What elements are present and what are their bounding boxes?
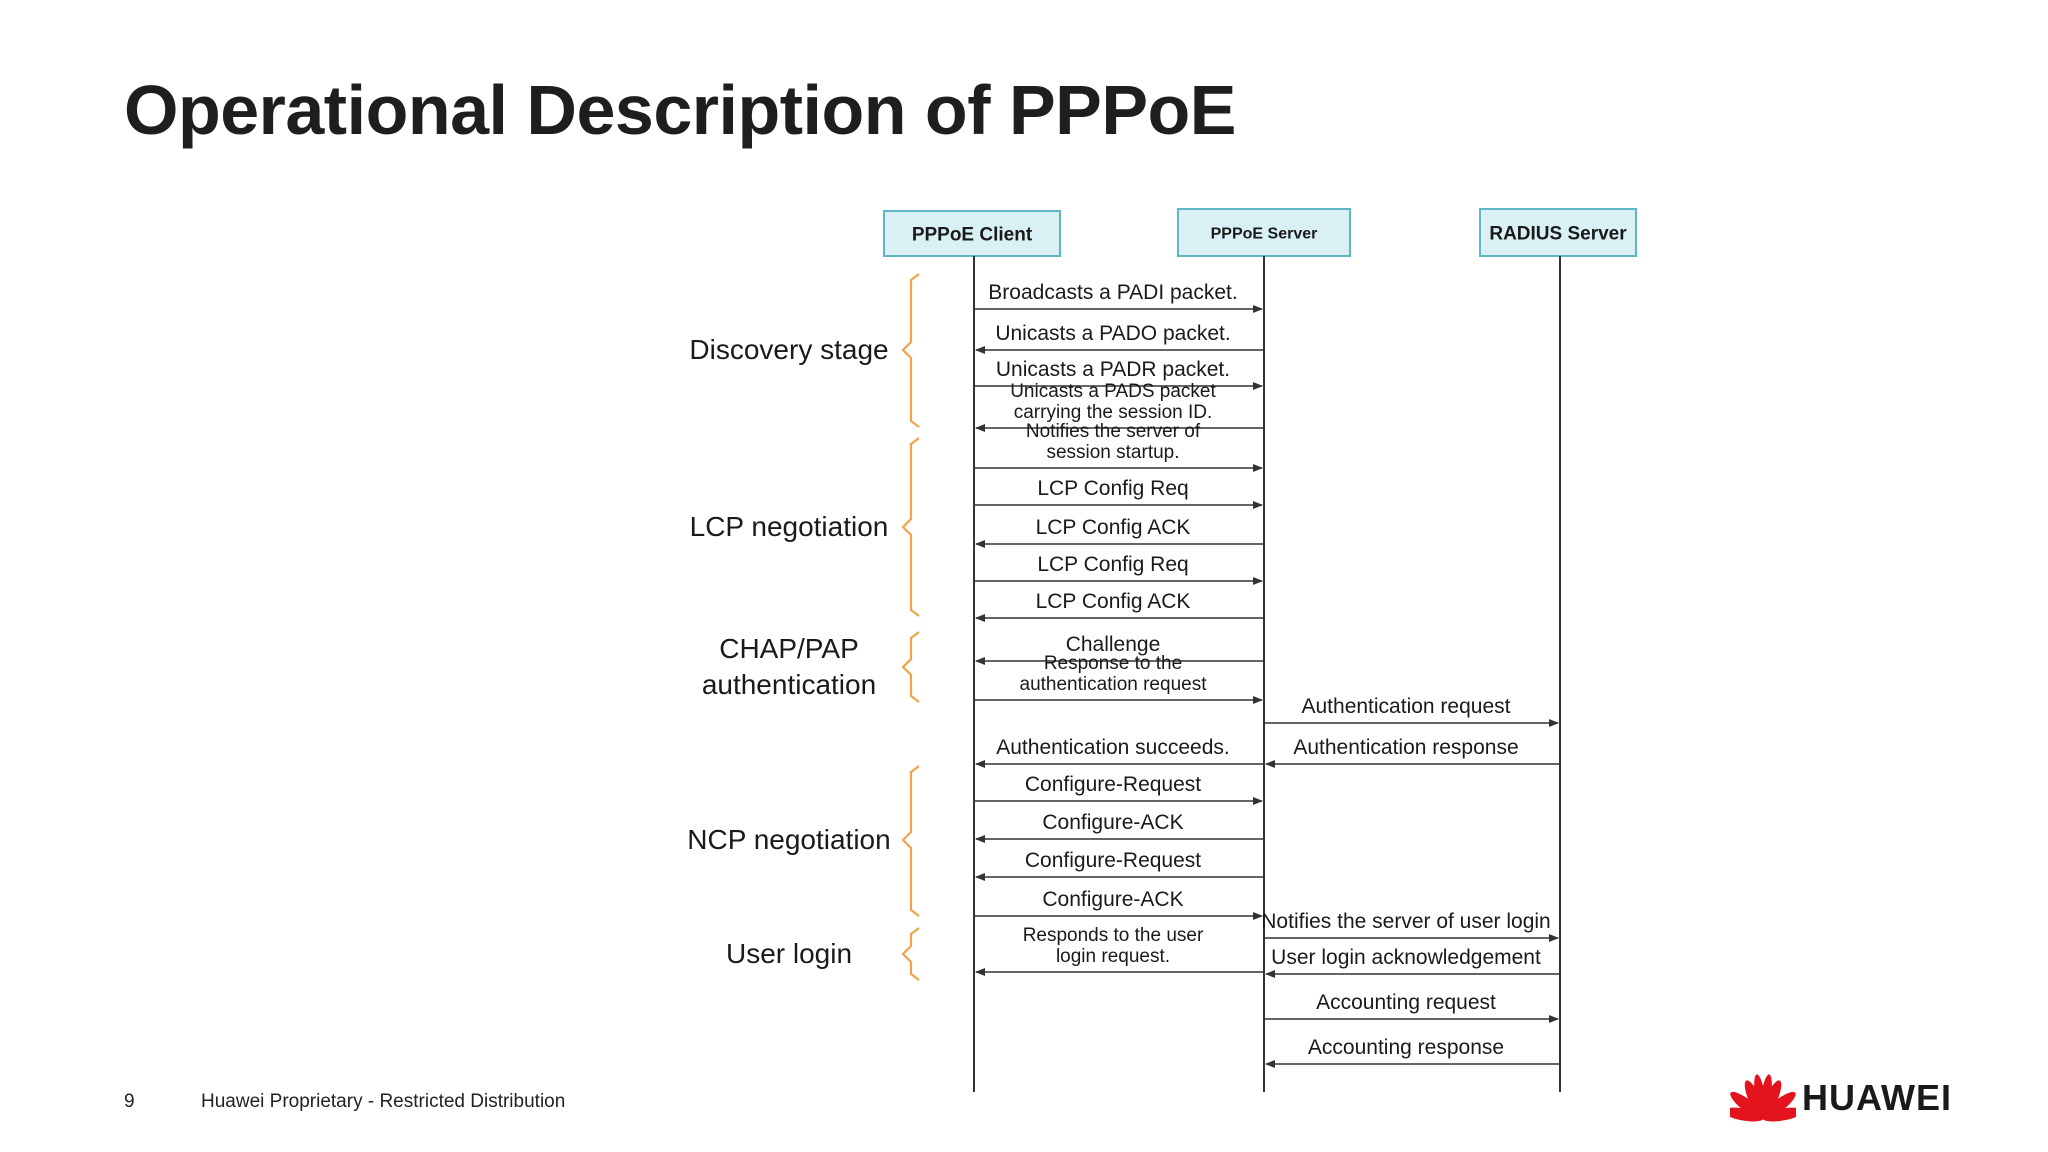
stage-bracket bbox=[903, 438, 919, 616]
message-label: Configure-ACK bbox=[1042, 888, 1184, 911]
message-label: authentication request bbox=[1019, 674, 1207, 695]
message-label: Configure-Request bbox=[1024, 849, 1202, 872]
stage-label: CHAP/PAP bbox=[719, 633, 859, 664]
message-label: Configure-ACK bbox=[1042, 811, 1184, 834]
message-label: session startup. bbox=[1046, 442, 1180, 463]
brand-wordmark: HUAWEI bbox=[1802, 1077, 1952, 1118]
huawei-logo bbox=[1730, 1070, 1960, 1126]
actor-label-server: PPPoE Server bbox=[1210, 225, 1318, 243]
message-label: Broadcasts a PADI packet. bbox=[988, 281, 1238, 304]
message-label: Authentication succeeds. bbox=[996, 736, 1230, 759]
message-label: LCP Config Req bbox=[1037, 477, 1189, 500]
message-label: Accounting response bbox=[1307, 1036, 1505, 1059]
message-label: Unicasts a PADS packet bbox=[1010, 381, 1216, 402]
stage-bracket bbox=[903, 766, 919, 916]
actor-label-client: PPPoE Client bbox=[911, 224, 1033, 246]
footer-text: Huawei Proprietary - Restricted Distribution bbox=[201, 1091, 566, 1112]
stage-label: Discovery stage bbox=[689, 334, 889, 365]
message-label: Notifies the server of bbox=[1025, 421, 1201, 442]
stage-label: LCP negotiation bbox=[689, 511, 889, 542]
stage-label: User login bbox=[725, 938, 853, 969]
message-label: Accounting request bbox=[1316, 991, 1496, 1014]
message-label: Unicasts a PADO packet. bbox=[995, 322, 1231, 345]
message-label: LCP Config Req bbox=[1037, 553, 1189, 576]
message-label: login request. bbox=[1055, 946, 1171, 967]
message-label: LCP Config ACK bbox=[1035, 590, 1191, 613]
actor-label-radius: RADIUS Server bbox=[1489, 223, 1627, 245]
page-title: Operational Description of PPPoE bbox=[124, 71, 1236, 149]
message-label: Authentication response bbox=[1293, 736, 1519, 759]
message-label: Unicasts a PADR packet. bbox=[995, 358, 1231, 381]
message-label: Response to the bbox=[1043, 653, 1183, 674]
page-number: 9 bbox=[124, 1091, 135, 1112]
stage-bracket bbox=[903, 632, 919, 702]
message-label: Challenge bbox=[1065, 633, 1161, 656]
message-label: carrying the session ID. bbox=[1013, 402, 1213, 423]
stage-label: authentication bbox=[701, 669, 877, 700]
message-label: LCP Config ACK bbox=[1035, 516, 1191, 539]
stage-label: NCP negotiation bbox=[687, 824, 891, 855]
message-label: Authentication request bbox=[1301, 695, 1511, 718]
stage-bracket bbox=[903, 928, 919, 980]
huawei-flower-icon bbox=[1730, 1072, 1796, 1124]
message-label: Responds to the user bbox=[1022, 925, 1204, 946]
message-label: Notifies the server of user login bbox=[1261, 910, 1551, 933]
message-label: Configure-Request bbox=[1024, 773, 1202, 796]
stage-bracket bbox=[903, 274, 919, 427]
message-label: User login acknowledgement bbox=[1271, 946, 1541, 969]
